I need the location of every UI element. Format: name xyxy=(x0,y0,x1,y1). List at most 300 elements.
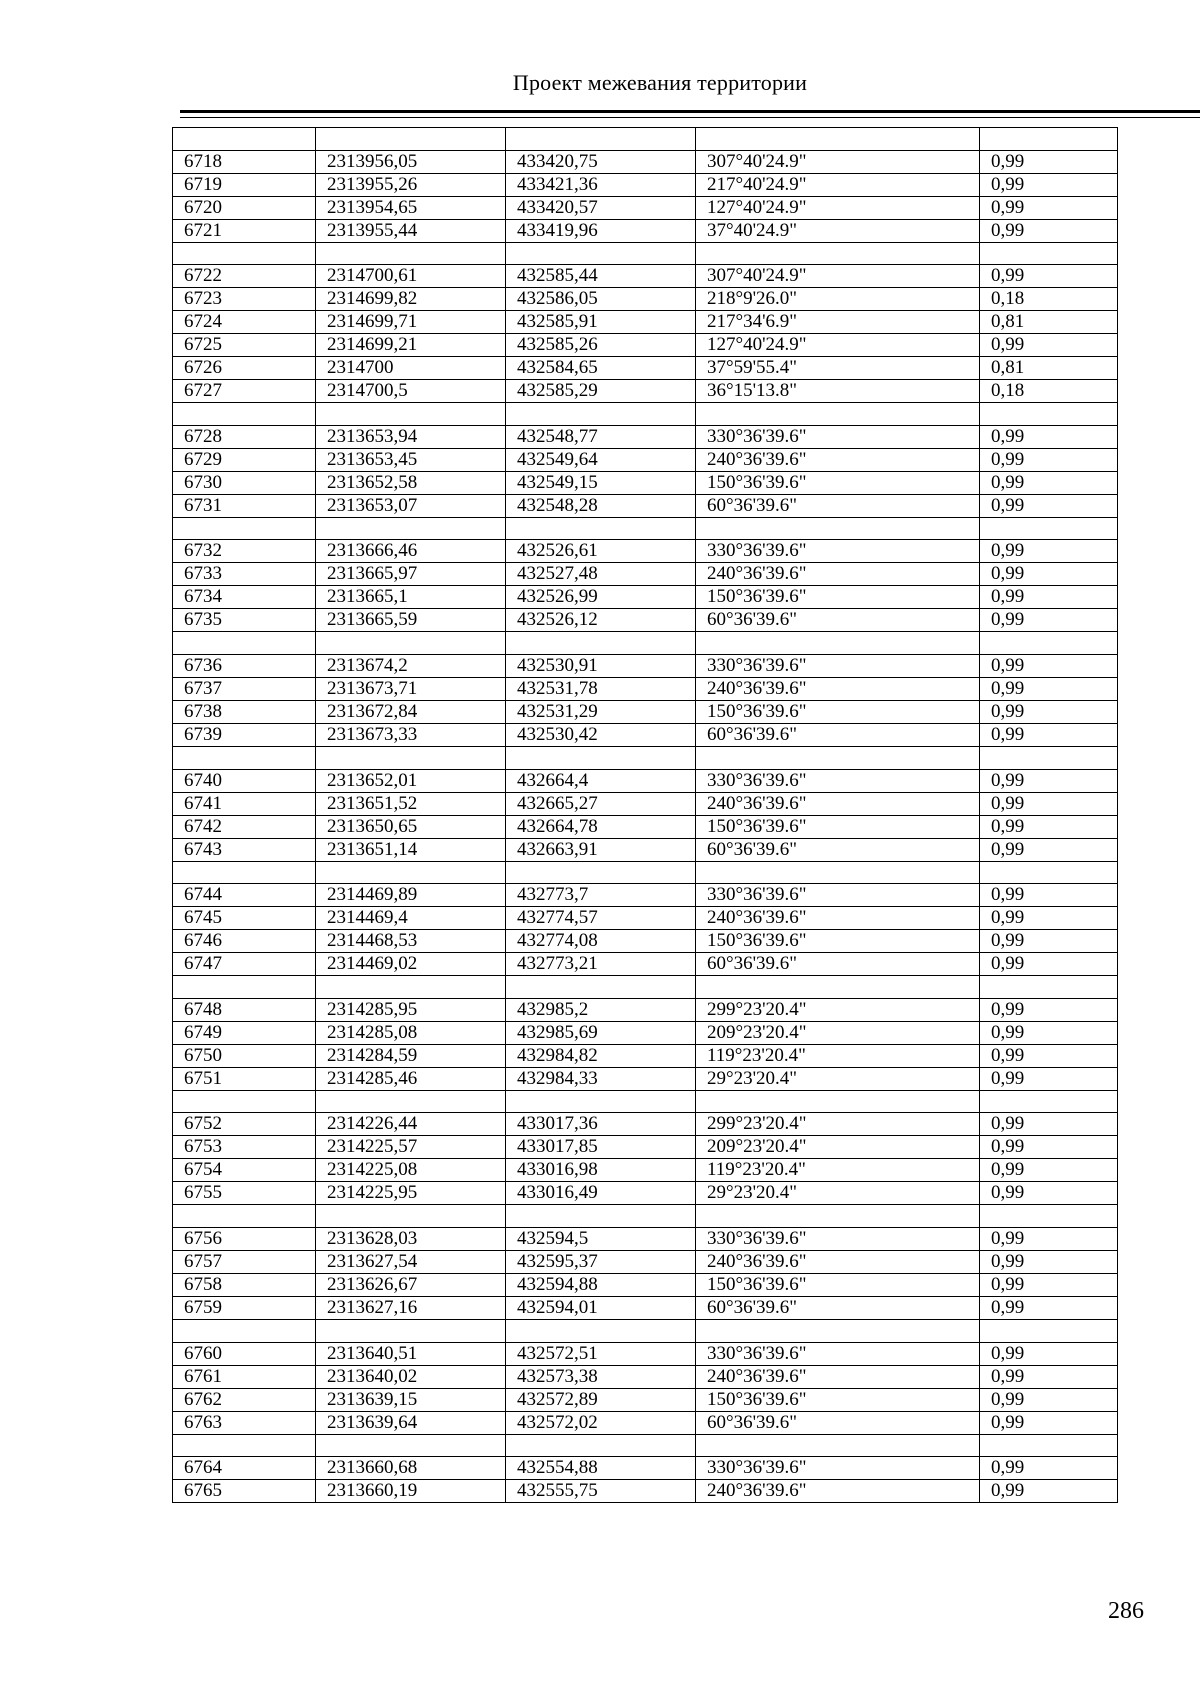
y-coordinate-cell: 432664,78 xyxy=(506,815,696,838)
point-number-cell xyxy=(173,1434,316,1457)
table-row xyxy=(173,563,1118,586)
direction-angle-cell: 307°40'24.9" xyxy=(696,265,980,288)
distance-cell: 0,99 xyxy=(980,540,1118,563)
x-coordinate-cell: 2314225,08 xyxy=(316,1159,506,1182)
distance-cell: 0,99 xyxy=(980,953,1118,976)
direction-angle-cell: 330°36'39.6" xyxy=(696,1227,980,1250)
x-coordinate-cell xyxy=(316,1205,506,1228)
point-number-cell: 6733 xyxy=(173,563,316,586)
separator-row xyxy=(173,403,1118,426)
distance-cell: 0,99 xyxy=(980,196,1118,219)
point-number-cell: 6755 xyxy=(173,1182,316,1205)
table-row xyxy=(173,700,1118,723)
distance-cell: 0,99 xyxy=(980,1365,1118,1388)
direction-angle-cell: 217°34'6.9" xyxy=(696,311,980,334)
direction-angle-cell: 240°36'39.6" xyxy=(696,792,980,815)
y-coordinate-cell xyxy=(506,1434,696,1457)
distance-cell: 0,99 xyxy=(980,1457,1118,1480)
point-number-cell: 6731 xyxy=(173,494,316,517)
y-coordinate-cell: 432773,21 xyxy=(506,953,696,976)
y-coordinate-cell: 432554,88 xyxy=(506,1457,696,1480)
point-number-cell: 6737 xyxy=(173,677,316,700)
x-coordinate-cell xyxy=(316,517,506,540)
table-row xyxy=(173,311,1118,334)
table-row xyxy=(173,907,1118,930)
point-number-cell: 6723 xyxy=(173,288,316,311)
x-coordinate-cell: 2313653,94 xyxy=(316,425,506,448)
point-number-cell: 6721 xyxy=(173,219,316,242)
distance-cell xyxy=(980,128,1118,151)
table-row xyxy=(173,1227,1118,1250)
y-coordinate-cell: 432573,38 xyxy=(506,1365,696,1388)
distance-cell xyxy=(980,403,1118,426)
table-row xyxy=(173,219,1118,242)
x-coordinate-cell: 2314469,89 xyxy=(316,884,506,907)
y-coordinate-cell: 432594,01 xyxy=(506,1296,696,1319)
table-row xyxy=(173,1411,1118,1434)
x-coordinate-cell: 2313672,84 xyxy=(316,700,506,723)
direction-angle-cell: 29°23'20.4" xyxy=(696,1182,980,1205)
x-coordinate-cell: 2313955,44 xyxy=(316,219,506,242)
point-number-cell: 6719 xyxy=(173,173,316,196)
direction-angle-cell: 127°40'24.9" xyxy=(696,196,980,219)
y-coordinate-cell: 432595,37 xyxy=(506,1250,696,1273)
distance-cell: 0,99 xyxy=(980,173,1118,196)
y-coordinate-cell xyxy=(506,1090,696,1113)
y-coordinate-cell: 433419,96 xyxy=(506,219,696,242)
direction-angle-cell: 330°36'39.6" xyxy=(696,540,980,563)
x-coordinate-cell: 2313639,15 xyxy=(316,1388,506,1411)
distance-cell: 0,99 xyxy=(980,1342,1118,1365)
separator-row xyxy=(173,976,1118,999)
distance-cell: 0,99 xyxy=(980,654,1118,677)
y-coordinate-cell: 433017,85 xyxy=(506,1136,696,1159)
point-number-cell: 6727 xyxy=(173,380,316,403)
coordinates-table-body xyxy=(173,128,1118,1503)
table-row xyxy=(173,380,1118,403)
x-coordinate-cell: 2314285,46 xyxy=(316,1067,506,1090)
table-row xyxy=(173,930,1118,953)
table-row xyxy=(173,792,1118,815)
x-coordinate-cell: 2313652,01 xyxy=(316,769,506,792)
point-number-cell: 6764 xyxy=(173,1457,316,1480)
point-number-cell: 6728 xyxy=(173,425,316,448)
distance-cell: 0,99 xyxy=(980,425,1118,448)
y-coordinate-cell: 432548,77 xyxy=(506,425,696,448)
point-number-cell: 6748 xyxy=(173,998,316,1021)
x-coordinate-cell: 2314469,4 xyxy=(316,907,506,930)
y-coordinate-cell xyxy=(506,976,696,999)
direction-angle-cell: 150°36'39.6" xyxy=(696,1388,980,1411)
point-number-cell: 6756 xyxy=(173,1227,316,1250)
point-number-cell: 6750 xyxy=(173,1044,316,1067)
y-coordinate-cell: 432663,91 xyxy=(506,838,696,861)
x-coordinate-cell: 2314225,57 xyxy=(316,1136,506,1159)
distance-cell: 0,99 xyxy=(980,1044,1118,1067)
direction-angle-cell: 240°36'39.6" xyxy=(696,563,980,586)
direction-angle-cell xyxy=(696,632,980,655)
point-number-cell xyxy=(173,746,316,769)
distance-cell: 0,99 xyxy=(980,494,1118,517)
point-number-cell: 6762 xyxy=(173,1388,316,1411)
x-coordinate-cell: 2313674,2 xyxy=(316,654,506,677)
table-row xyxy=(173,609,1118,632)
point-number-cell: 6746 xyxy=(173,930,316,953)
x-coordinate-cell: 2314284,59 xyxy=(316,1044,506,1067)
y-coordinate-cell xyxy=(506,128,696,151)
point-number-cell: 6760 xyxy=(173,1342,316,1365)
x-coordinate-cell xyxy=(316,1090,506,1113)
direction-angle-cell xyxy=(696,1434,980,1457)
x-coordinate-cell xyxy=(316,632,506,655)
separator-row xyxy=(173,1319,1118,1342)
distance-cell xyxy=(980,976,1118,999)
table-row xyxy=(173,1044,1118,1067)
direction-angle-cell: 29°23'20.4" xyxy=(696,1067,980,1090)
x-coordinate-cell: 2313640,51 xyxy=(316,1342,506,1365)
x-coordinate-cell: 2313665,97 xyxy=(316,563,506,586)
point-number-cell xyxy=(173,517,316,540)
distance-cell xyxy=(980,1090,1118,1113)
x-coordinate-cell: 2313660,19 xyxy=(316,1480,506,1503)
point-number-cell: 6725 xyxy=(173,334,316,357)
direction-angle-cell: 240°36'39.6" xyxy=(696,1480,980,1503)
distance-cell: 0,99 xyxy=(980,792,1118,815)
direction-angle-cell: 330°36'39.6" xyxy=(696,654,980,677)
separator-row xyxy=(173,517,1118,540)
page-header-title: Проект межевания территории xyxy=(512,70,808,95)
distance-cell: 0,99 xyxy=(980,586,1118,609)
table-row xyxy=(173,723,1118,746)
distance-cell xyxy=(980,632,1118,655)
x-coordinate-cell xyxy=(316,403,506,426)
table-row xyxy=(173,1113,1118,1136)
y-coordinate-cell: 432549,15 xyxy=(506,471,696,494)
separator-row xyxy=(173,1434,1118,1457)
x-coordinate-cell: 2313673,71 xyxy=(316,677,506,700)
y-coordinate-cell: 432585,91 xyxy=(506,311,696,334)
distance-cell: 0,18 xyxy=(980,288,1118,311)
table-row xyxy=(173,1159,1118,1182)
table-row xyxy=(173,586,1118,609)
distance-cell: 0,99 xyxy=(980,219,1118,242)
y-coordinate-cell xyxy=(506,517,696,540)
distance-cell: 0,99 xyxy=(980,1296,1118,1319)
direction-angle-cell: 60°36'39.6" xyxy=(696,494,980,517)
y-coordinate-cell: 432555,75 xyxy=(506,1480,696,1503)
table-row xyxy=(173,1067,1118,1090)
x-coordinate-cell: 2313653,45 xyxy=(316,448,506,471)
direction-angle-cell: 330°36'39.6" xyxy=(696,884,980,907)
y-coordinate-cell: 432665,27 xyxy=(506,792,696,815)
direction-angle-cell: 60°36'39.6" xyxy=(696,723,980,746)
distance-cell: 0,99 xyxy=(980,265,1118,288)
distance-cell: 0,81 xyxy=(980,311,1118,334)
point-number-cell: 6722 xyxy=(173,265,316,288)
y-coordinate-cell: 432526,12 xyxy=(506,609,696,632)
x-coordinate-cell: 2314226,44 xyxy=(316,1113,506,1136)
table-row xyxy=(173,1296,1118,1319)
direction-angle-cell: 217°40'24.9" xyxy=(696,173,980,196)
point-number-cell: 6734 xyxy=(173,586,316,609)
x-coordinate-cell: 2313955,26 xyxy=(316,173,506,196)
y-coordinate-cell: 432572,51 xyxy=(506,1342,696,1365)
y-coordinate-cell xyxy=(506,1205,696,1228)
direction-angle-cell: 150°36'39.6" xyxy=(696,815,980,838)
table-row xyxy=(173,1273,1118,1296)
distance-cell: 0,99 xyxy=(980,609,1118,632)
y-coordinate-cell: 432585,44 xyxy=(506,265,696,288)
x-coordinate-cell: 2313666,46 xyxy=(316,540,506,563)
distance-cell: 0,99 xyxy=(980,769,1118,792)
direction-angle-cell: 37°40'24.9" xyxy=(696,219,980,242)
direction-angle-cell: 119°23'20.4" xyxy=(696,1044,980,1067)
direction-angle-cell: 299°23'20.4" xyxy=(696,1113,980,1136)
x-coordinate-cell: 2313626,67 xyxy=(316,1273,506,1296)
distance-cell: 0,99 xyxy=(980,1227,1118,1250)
distance-cell: 0,99 xyxy=(980,1388,1118,1411)
distance-cell: 0,99 xyxy=(980,1067,1118,1090)
y-coordinate-cell: 432774,08 xyxy=(506,930,696,953)
y-coordinate-cell: 432572,02 xyxy=(506,1411,696,1434)
separator-row xyxy=(173,242,1118,265)
distance-cell: 0,99 xyxy=(980,884,1118,907)
direction-angle-cell: 299°23'20.4" xyxy=(696,998,980,1021)
distance-cell xyxy=(980,517,1118,540)
table-row xyxy=(173,838,1118,861)
y-coordinate-cell: 432586,05 xyxy=(506,288,696,311)
point-number-cell: 6758 xyxy=(173,1273,316,1296)
point-number-cell: 6749 xyxy=(173,1021,316,1044)
direction-angle-cell: 240°36'39.6" xyxy=(696,1365,980,1388)
y-coordinate-cell: 433017,36 xyxy=(506,1113,696,1136)
point-number-cell xyxy=(173,976,316,999)
table-row xyxy=(173,173,1118,196)
x-coordinate-cell: 2313956,05 xyxy=(316,150,506,173)
direction-angle-cell: 37°59'55.4" xyxy=(696,357,980,380)
table-row xyxy=(173,494,1118,517)
x-coordinate-cell: 2313640,02 xyxy=(316,1365,506,1388)
x-coordinate-cell: 2314468,53 xyxy=(316,930,506,953)
direction-angle-cell: 150°36'39.6" xyxy=(696,700,980,723)
y-coordinate-cell: 433016,98 xyxy=(506,1159,696,1182)
table-row xyxy=(173,150,1118,173)
y-coordinate-cell xyxy=(506,403,696,426)
direction-angle-cell: 60°36'39.6" xyxy=(696,1411,980,1434)
point-number-cell xyxy=(173,242,316,265)
x-coordinate-cell: 2313650,65 xyxy=(316,815,506,838)
y-coordinate-cell: 433016,49 xyxy=(506,1182,696,1205)
table-row xyxy=(173,334,1118,357)
x-coordinate-cell: 2313628,03 xyxy=(316,1227,506,1250)
direction-angle-cell: 218°9'26.0" xyxy=(696,288,980,311)
separator-row xyxy=(173,861,1118,884)
x-coordinate-cell xyxy=(316,1319,506,1342)
y-coordinate-cell: 432584,65 xyxy=(506,357,696,380)
x-coordinate-cell: 2314699,21 xyxy=(316,334,506,357)
distance-cell: 0,99 xyxy=(980,150,1118,173)
x-coordinate-cell xyxy=(316,1434,506,1457)
distance-cell: 0,99 xyxy=(980,700,1118,723)
table-row xyxy=(173,1480,1118,1503)
distance-cell: 0,99 xyxy=(980,723,1118,746)
x-coordinate-cell: 2313665,1 xyxy=(316,586,506,609)
distance-cell: 0,99 xyxy=(980,930,1118,953)
direction-angle-cell xyxy=(696,1090,980,1113)
x-coordinate-cell xyxy=(316,861,506,884)
distance-cell: 0,81 xyxy=(980,357,1118,380)
direction-angle-cell: 330°36'39.6" xyxy=(696,1457,980,1480)
distance-cell: 0,99 xyxy=(980,907,1118,930)
direction-angle-cell: 60°36'39.6" xyxy=(696,1296,980,1319)
direction-angle-cell: 240°36'39.6" xyxy=(696,907,980,930)
table-row xyxy=(173,1021,1118,1044)
page-number: 286 xyxy=(1108,1598,1144,1624)
distance-cell: 0,99 xyxy=(980,448,1118,471)
direction-angle-cell: 60°36'39.6" xyxy=(696,609,980,632)
point-number-cell: 6726 xyxy=(173,357,316,380)
point-number-cell xyxy=(173,403,316,426)
point-number-cell: 6747 xyxy=(173,953,316,976)
x-coordinate-cell: 2313660,68 xyxy=(316,1457,506,1480)
y-coordinate-cell: 433420,57 xyxy=(506,196,696,219)
y-coordinate-cell: 432774,57 xyxy=(506,907,696,930)
y-coordinate-cell xyxy=(506,632,696,655)
x-coordinate-cell: 2314285,08 xyxy=(316,1021,506,1044)
distance-cell: 0,99 xyxy=(980,838,1118,861)
y-coordinate-cell: 432526,99 xyxy=(506,586,696,609)
point-number-cell: 6754 xyxy=(173,1159,316,1182)
table-row xyxy=(173,471,1118,494)
separator-row xyxy=(173,632,1118,655)
distance-cell xyxy=(980,1434,1118,1457)
table-row xyxy=(173,769,1118,792)
distance-cell: 0,18 xyxy=(980,380,1118,403)
x-coordinate-cell: 2313653,07 xyxy=(316,494,506,517)
distance-cell xyxy=(980,861,1118,884)
y-coordinate-cell: 432985,69 xyxy=(506,1021,696,1044)
x-coordinate-cell: 2314699,82 xyxy=(316,288,506,311)
distance-cell: 0,99 xyxy=(980,1480,1118,1503)
table-row xyxy=(173,540,1118,563)
point-number-cell: 6765 xyxy=(173,1480,316,1503)
point-number-cell: 6757 xyxy=(173,1250,316,1273)
direction-angle-cell: 240°36'39.6" xyxy=(696,448,980,471)
direction-angle-cell: 60°36'39.6" xyxy=(696,838,980,861)
table-row xyxy=(173,1136,1118,1159)
distance-cell: 0,99 xyxy=(980,1182,1118,1205)
distance-cell: 0,99 xyxy=(980,815,1118,838)
direction-angle-cell: 209°23'20.4" xyxy=(696,1136,980,1159)
direction-angle-cell: 330°36'39.6" xyxy=(696,425,980,448)
direction-angle-cell xyxy=(696,403,980,426)
x-coordinate-cell: 2313954,65 xyxy=(316,196,506,219)
table-row xyxy=(173,998,1118,1021)
distance-cell: 0,99 xyxy=(980,563,1118,586)
y-coordinate-cell: 432984,33 xyxy=(506,1067,696,1090)
x-coordinate-cell: 2313673,33 xyxy=(316,723,506,746)
y-coordinate-cell: 433421,36 xyxy=(506,173,696,196)
separator-row xyxy=(173,1205,1118,1228)
direction-angle-cell xyxy=(696,128,980,151)
direction-angle-cell: 240°36'39.6" xyxy=(696,1250,980,1273)
x-coordinate-cell: 2313665,59 xyxy=(316,609,506,632)
direction-angle-cell: 36°15'13.8" xyxy=(696,380,980,403)
header-rule-thick xyxy=(180,110,1200,113)
x-coordinate-cell: 2314700,61 xyxy=(316,265,506,288)
point-number-cell: 6761 xyxy=(173,1365,316,1388)
table-row xyxy=(173,265,1118,288)
direction-angle-cell: 240°36'39.6" xyxy=(696,677,980,700)
direction-angle-cell: 150°36'39.6" xyxy=(696,586,980,609)
point-number-cell: 6751 xyxy=(173,1067,316,1090)
point-number-cell: 6720 xyxy=(173,196,316,219)
point-number-cell: 6738 xyxy=(173,700,316,723)
point-number-cell: 6739 xyxy=(173,723,316,746)
direction-angle-cell xyxy=(696,1205,980,1228)
table-row xyxy=(173,1250,1118,1273)
table-row xyxy=(173,1388,1118,1411)
x-coordinate-cell: 2313627,16 xyxy=(316,1296,506,1319)
y-coordinate-cell: 432548,28 xyxy=(506,494,696,517)
y-coordinate-cell xyxy=(506,1319,696,1342)
point-number-cell: 6736 xyxy=(173,654,316,677)
point-number-cell: 6740 xyxy=(173,769,316,792)
distance-cell: 0,99 xyxy=(980,471,1118,494)
y-coordinate-cell: 432585,26 xyxy=(506,334,696,357)
point-number-cell xyxy=(173,1319,316,1342)
x-coordinate-cell xyxy=(316,976,506,999)
y-coordinate-cell xyxy=(506,242,696,265)
x-coordinate-cell: 2314700,5 xyxy=(316,380,506,403)
x-coordinate-cell: 2313651,52 xyxy=(316,792,506,815)
point-number-cell xyxy=(173,1205,316,1228)
x-coordinate-cell: 2313639,64 xyxy=(316,1411,506,1434)
direction-angle-cell xyxy=(696,242,980,265)
distance-cell xyxy=(980,1319,1118,1342)
x-coordinate-cell: 2314285,95 xyxy=(316,998,506,1021)
point-number-cell: 6763 xyxy=(173,1411,316,1434)
y-coordinate-cell: 432549,64 xyxy=(506,448,696,471)
table-row xyxy=(173,1182,1118,1205)
x-coordinate-cell: 2314225,95 xyxy=(316,1182,506,1205)
y-coordinate-cell: 432531,29 xyxy=(506,700,696,723)
direction-angle-cell: 330°36'39.6" xyxy=(696,769,980,792)
point-number-cell xyxy=(173,128,316,151)
point-number-cell: 6759 xyxy=(173,1296,316,1319)
y-coordinate-cell xyxy=(506,746,696,769)
direction-angle-cell: 307°40'24.9" xyxy=(696,150,980,173)
point-number-cell: 6724 xyxy=(173,311,316,334)
direction-angle-cell: 150°36'39.6" xyxy=(696,1273,980,1296)
y-coordinate-cell: 432594,5 xyxy=(506,1227,696,1250)
direction-angle-cell xyxy=(696,861,980,884)
y-coordinate-cell: 432773,7 xyxy=(506,884,696,907)
separator-row xyxy=(173,1090,1118,1113)
x-coordinate-cell xyxy=(316,746,506,769)
x-coordinate-cell: 2314469,02 xyxy=(316,953,506,976)
y-coordinate-cell: 432585,29 xyxy=(506,380,696,403)
point-number-cell: 6729 xyxy=(173,448,316,471)
y-coordinate-cell: 432572,89 xyxy=(506,1388,696,1411)
distance-cell xyxy=(980,746,1118,769)
table-row xyxy=(173,654,1118,677)
direction-angle-cell xyxy=(696,746,980,769)
distance-cell: 0,99 xyxy=(980,334,1118,357)
distance-cell: 0,99 xyxy=(980,1250,1118,1273)
distance-cell xyxy=(980,1205,1118,1228)
x-coordinate-cell xyxy=(316,128,506,151)
